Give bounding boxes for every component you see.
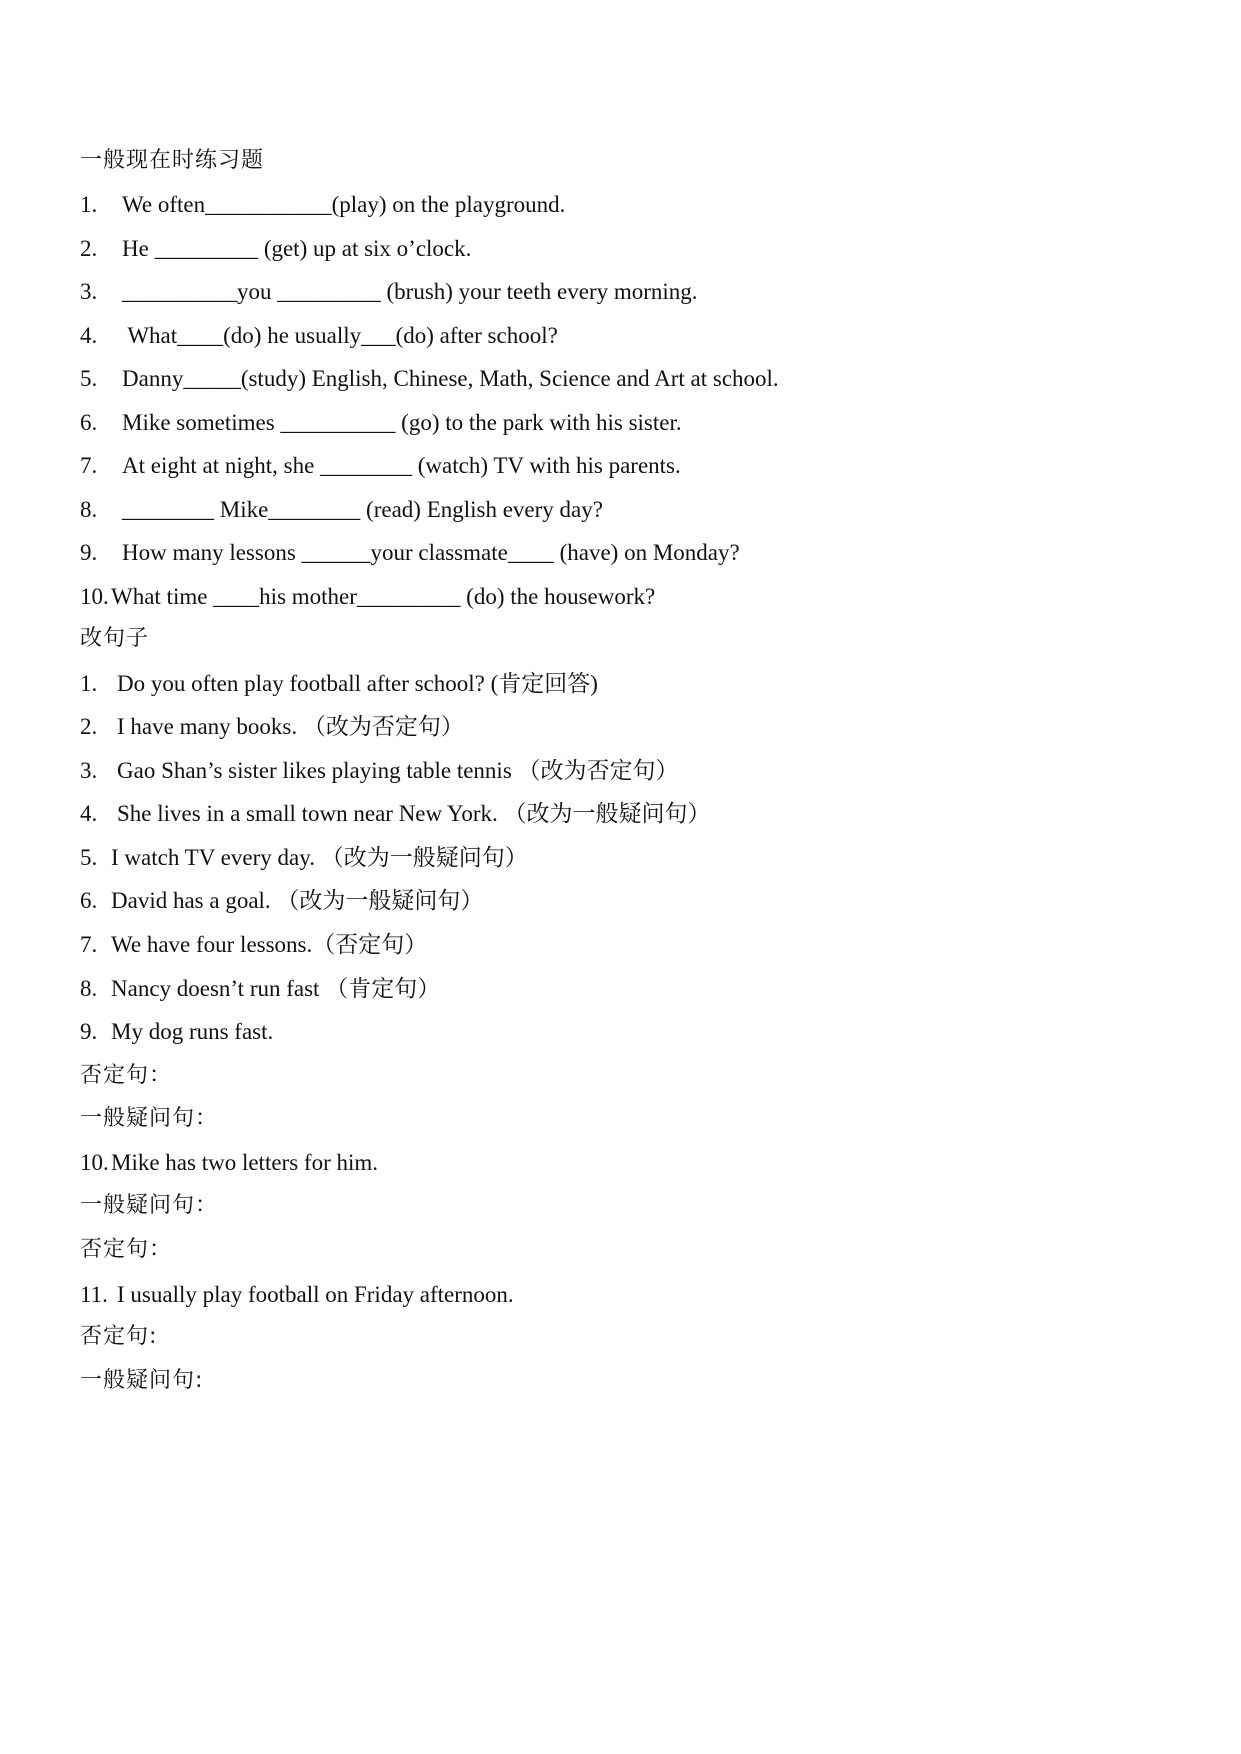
answer-label-question: 一般疑问句： — [80, 1106, 219, 1131]
item-number: 4. — [80, 801, 98, 826]
item-number: 10. — [80, 584, 109, 609]
item-text: My dog runs fast. — [111, 1019, 274, 1044]
item-text: We have four lessons.（否定句） — [111, 932, 428, 957]
item-text: How many lessons ______your classmate____ (have) on Monday? — [122, 540, 740, 565]
item-number: 2. — [80, 236, 98, 261]
section-heading: 改句子 — [80, 626, 150, 651]
page-title: 一般现在时练习题 — [80, 148, 265, 173]
item-number: 2. — [80, 714, 98, 739]
item-text: She lives in a small town near New York. （改为一般疑问句） — [117, 801, 711, 826]
item-number: 5. — [80, 366, 98, 391]
item-text: At eight at night, she ________ (watch) TV with his parents. — [122, 453, 681, 478]
item-text: David has a goal. （改为一般疑问句） — [111, 888, 484, 913]
item-number: 4. — [80, 323, 98, 348]
answer-label-negative: 否定句: — [80, 1324, 158, 1349]
answer-label-negative: 否定句： — [80, 1237, 173, 1262]
item-text: I watch TV every day. （改为一般疑问句） — [111, 845, 528, 870]
item-text: Do you often play football after school? (肯定回答) — [117, 671, 598, 696]
item-text: Danny_____(study) English, Chinese, Math, Science and Art at school. — [122, 366, 779, 391]
item-number: 11. — [80, 1282, 108, 1307]
answer-label-question: 一般疑问句： — [80, 1193, 219, 1218]
answer-label-negative: 否定句： — [80, 1063, 173, 1088]
item-text: I usually play football on Friday afternoon. — [117, 1282, 514, 1307]
item-text: What____(do) he usually___(do) after school? — [122, 323, 558, 348]
item-number: 3. — [80, 279, 98, 304]
item-number: 1. — [80, 192, 98, 217]
item-text: I have many books. （改为否定句） — [117, 714, 464, 739]
item-number: 3. — [80, 758, 98, 783]
item-text: __________you _________ (brush) your teeth every morning. — [122, 279, 698, 304]
item-number: 5. — [80, 845, 98, 870]
item-text: Nancy doesn’t run fast （肯定句） — [111, 976, 441, 1001]
item-number: 7. — [80, 932, 98, 957]
item-text: Gao Shan’s sister likes playing table tennis （改为否定句） — [117, 758, 679, 783]
item-text: We often___________(play) on the playground. — [122, 192, 566, 217]
item-text: Mike sometimes __________ (go) to the park with his sister. — [122, 410, 682, 435]
item-text: ________ Mike________ (read) English every day? — [122, 497, 603, 522]
item-text: Mike has two letters for him. — [111, 1150, 379, 1175]
answer-label-question: 一般疑问句: — [80, 1368, 204, 1393]
item-number: 8. — [80, 497, 98, 522]
item-number: 1. — [80, 671, 98, 696]
item-text: What time ____his mother_________ (do) the housework? — [111, 584, 656, 609]
item-text: He _________ (get) up at six o’clock. — [122, 236, 472, 261]
item-number: 6. — [80, 410, 98, 435]
item-number: 9. — [80, 1019, 98, 1044]
item-number: 9. — [80, 540, 98, 565]
item-number: 7. — [80, 453, 98, 478]
item-number: 10. — [80, 1150, 109, 1175]
item-number: 8. — [80, 976, 98, 1001]
item-number: 6. — [80, 888, 98, 913]
